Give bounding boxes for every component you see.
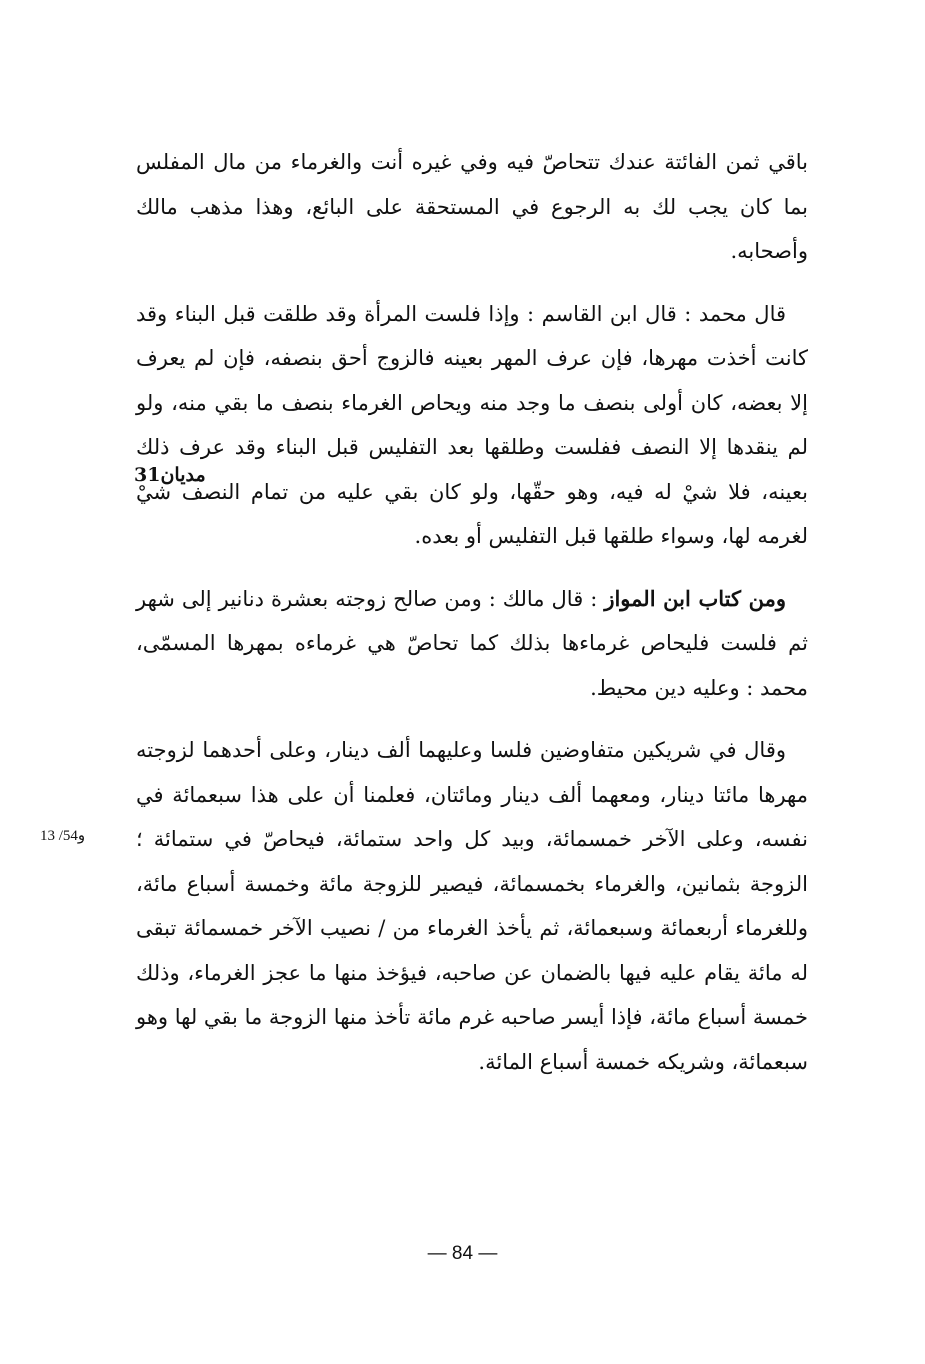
paragraph-4: وقال في شريكين متفاوضين فلسا وعليهما ألف دينار، وعلى أحدهما لزوجته مهرها مائتا دينار، ومعهما ألف دينار ومائتان، فعلمنا أن على هذا سبعمائة في نفسه، وعلى الآخر خمسمائة، وبيد كل واحد ستمائة، فيحاصّ في ستمائة ؛ الزوجة بثمانين، والغرماء بخمسمائة، فيصير للزوجة مائة وخمسة أسباع مائة، وللغرماء أربعمائة وسبعمائة، ثم يأخذ الغرماء من / نصيب الآخر خمسمائة تبقى له مائة يقام عليه فيها بالضمان عن صاحبه، فيؤخذ منها ما عجز الغرماء، وذلك خمسة أسباع مائة، فإذا أيسر صاحبه غرم مائة تأخذ منها الزوجة ما بقي لها وهو سبعمائة، وشريكه خمسة أسباع المائة.	[136, 738, 808, 1074]
paragraph-3-heading: ومن كتاب ابن المواز	[604, 585, 786, 611]
body-text	[136, 140, 808, 1102]
paragraph-3	[136, 577, 808, 711]
paragraph-3-end: وعليه دين محيط.	[590, 675, 740, 700]
paragraph-1: باقي ثمن الفائتة عندك تتحاصّ فيه وفي غيره أنت والغرماء من مال المفلس بما كان يجب لك به الرجوع في المستحقة على البائع، وهذا مذهب مالك وأصحابه.	[136, 150, 808, 263]
paragraph-2: قال محمد : قال ابن القاسم : وإذا فلست المرأة وقد طلقت قبل البناء وقد كانت أخذت مهرها، فإن عرف المهر بعينه فالزوج أحق بنصفه، فإن لم يعرف إلا بعضه، كان أولى بنصف ما وجد منه ويحاص الغرماء بنصف ما بقي منه، ولو لم ينقدها إلا النصف ففلست وطلقها بعد التفليس قبل البناء وقد عرف ذلك بعينه، فلا شيْ له فيه، وهو حقّها، ولو كان بقي عليه من تمام النصف شيْ لغرمه لها، وسواء طلقها قبل التفليس أو بعده.	[136, 301, 808, 548]
manuscript-folio-note: 13 /54و	[40, 828, 86, 844]
page-number: — 84 —	[427, 1243, 498, 1264]
section-marker: مديان31	[134, 464, 206, 486]
paragraph-3-text: : قال مالك : ومن صالح زوجته بعشرة دنانير إلى شهر ثم فلست فليحاص غرماءها بذلك كما تحاصّ هي غرماءه بمهرها المسمّى، محمد :	[136, 586, 808, 700]
